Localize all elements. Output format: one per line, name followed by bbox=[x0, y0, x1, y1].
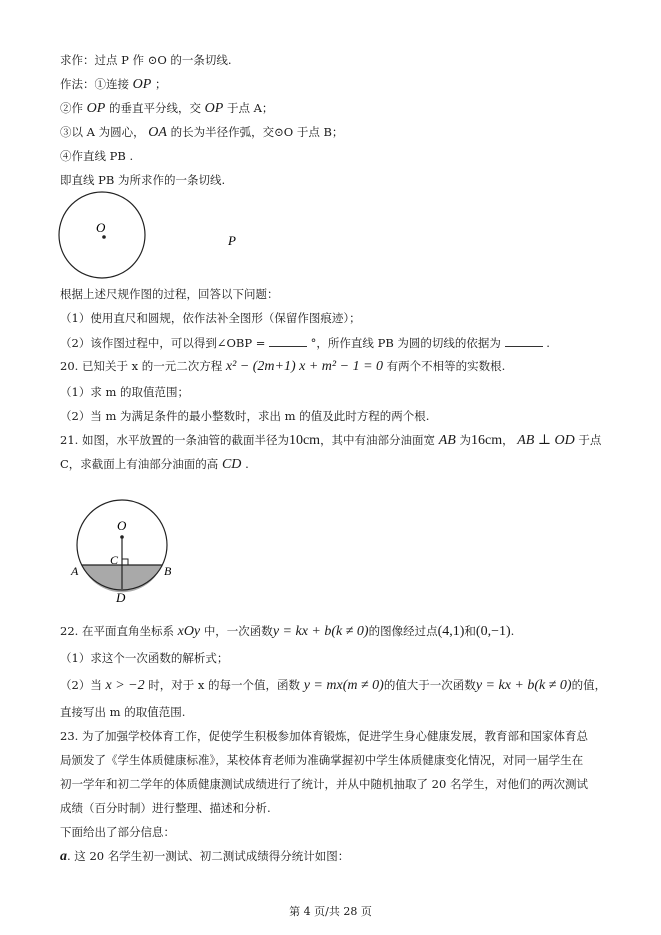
math-oa: OA bbox=[148, 125, 167, 140]
math-span: x > −2 bbox=[105, 678, 145, 693]
text-span: . bbox=[546, 336, 550, 350]
text-span: 21. 如图，水平放置的一条油管的截面半径为 bbox=[60, 433, 289, 447]
page-footer: 第 4 页/共 28 页 bbox=[289, 905, 372, 918]
text-line: 根据上述尺规作图的过程，回答以下问题： bbox=[60, 287, 279, 301]
text-span: 于点 bbox=[578, 433, 602, 447]
text-span: 20. 已知关于 x 的一元二次方程 bbox=[60, 359, 223, 373]
text-span: 22. 在平面直角坐标系 bbox=[60, 624, 174, 638]
label-o: O bbox=[117, 518, 127, 533]
text-span: . bbox=[510, 624, 515, 638]
math-span: y = mx(m ≠ 0) bbox=[303, 678, 384, 693]
math-span: AB ⊥ OD bbox=[517, 433, 575, 448]
text-span: 为 bbox=[459, 433, 471, 447]
text-span: 作法：①连接 bbox=[60, 77, 129, 91]
construction-figure bbox=[55, 190, 275, 285]
text-span: 的值大于一次函数 bbox=[383, 678, 476, 692]
text-line bbox=[60, 456, 249, 473]
text-line bbox=[60, 124, 343, 141]
text-line: （1）求这个一次函数的解析式； bbox=[60, 651, 229, 665]
text-line: 直接写出 m 的取值范围. bbox=[60, 705, 186, 719]
math-span: (4,1) bbox=[437, 624, 465, 639]
center-dot bbox=[120, 535, 124, 539]
math-span: y = kx + b(k ≠ 0) bbox=[272, 624, 369, 639]
math-span: y = kx + b(k ≠ 0) bbox=[475, 678, 572, 693]
text-line: 成绩（百分时制）进行整理、描述和分析. bbox=[60, 801, 271, 815]
text-line: 即直线 PB 为所求作的一条切线. bbox=[60, 173, 226, 187]
text-span: 的垂直平分线，交 bbox=[108, 101, 201, 115]
equation: x² − (2m+1) x + m² − 1 = 0 bbox=[225, 359, 384, 374]
text-span: （2）当 bbox=[60, 678, 102, 692]
text-line: ④作直线 PB . bbox=[60, 149, 134, 163]
text-span: 时，对于 x 的每一个值，函数 bbox=[148, 678, 301, 692]
text-line: 初一学年和初二学年的体质健康测试成绩进行了统计，并从中随机抽取了 20 名学生，对他们的两次测试 bbox=[60, 777, 588, 791]
text-line: （2）当 m 为满足条件的最小整数时，求出 m 的值及此时方程的两个根. bbox=[60, 409, 430, 423]
text-span: ； bbox=[154, 77, 167, 91]
question-22 bbox=[60, 623, 514, 640]
pipe-figure bbox=[60, 485, 200, 610]
text-span: ， bbox=[502, 433, 514, 447]
question-21 bbox=[60, 432, 601, 449]
text-line: 下面给出了部分信息： bbox=[60, 825, 175, 839]
center-dot bbox=[102, 235, 106, 239]
text-span: 的长为半径作弧，交⊙O 于点 B； bbox=[170, 125, 344, 139]
math-span: AB bbox=[438, 433, 456, 448]
point-p-label: P bbox=[228, 233, 236, 248]
label-c: C bbox=[110, 553, 119, 567]
math-span: 16cm bbox=[470, 433, 503, 448]
text-span: 于点 A； bbox=[226, 101, 274, 115]
text-span: ，其中有油部分油面宽 bbox=[320, 433, 436, 447]
text-line: 求作：过点 P 作 ⊙O 的一条切线. bbox=[60, 53, 232, 67]
text-line bbox=[60, 100, 273, 117]
label-d: D bbox=[116, 590, 126, 605]
math-span: xOy bbox=[177, 624, 201, 639]
text-span: 有两个不相等的实数根. bbox=[386, 359, 506, 373]
text-span: （2）该作图过程中，可以得到∠OBP = bbox=[60, 336, 266, 350]
text-span: 的图像经过点 bbox=[368, 624, 438, 638]
answer-blank bbox=[269, 334, 307, 347]
math-op: OP bbox=[132, 77, 152, 92]
text-span: °，所作直线 PB 为圆的切线的依据为 bbox=[310, 336, 501, 350]
text-line: （1）使用直尺和圆规，依作法补全图形（保留作图痕迹）； bbox=[60, 311, 361, 325]
label-a: A bbox=[71, 564, 79, 578]
text-line bbox=[60, 334, 550, 351]
text-span: ③以 A 为圆心， bbox=[60, 125, 145, 139]
text-span: 的值， bbox=[571, 678, 607, 692]
text-line bbox=[60, 677, 606, 694]
text-span: ②作 bbox=[60, 101, 83, 115]
math-span: CD bbox=[221, 457, 242, 472]
text-line: （1）求 m 的取值范围； bbox=[60, 385, 190, 399]
question-20 bbox=[60, 358, 505, 375]
label-b: B bbox=[164, 564, 172, 578]
text-line bbox=[60, 76, 166, 93]
text-span: 中，一次函数 bbox=[203, 624, 273, 638]
math-span: 10cm bbox=[288, 433, 321, 448]
text-span: . bbox=[245, 457, 249, 471]
text-span: . 这 20 名学生初一测试、初二测试成绩得分统计如图： bbox=[67, 849, 350, 863]
item-marker: a bbox=[60, 849, 67, 864]
center-label: O bbox=[96, 220, 106, 235]
text-span: 和 bbox=[464, 624, 476, 638]
text-span: C，求截面上有油部分油面的高 bbox=[60, 457, 219, 471]
math-op: OP bbox=[204, 101, 224, 116]
question-23: 23. 为了加强学校体育工作，促使学生积极参加体育锻炼，促进学生身心健康发展，教育部和国家体育总 bbox=[60, 729, 588, 743]
math-op: OP bbox=[86, 101, 106, 116]
text-line: 局颁发了《学生体质健康标准》，某校体育老师为准确掌握初中学生体质健康变化情况，对同一届学生在 bbox=[60, 753, 584, 767]
answer-blank bbox=[505, 334, 543, 347]
text-line bbox=[60, 848, 349, 865]
right-angle-mark bbox=[122, 559, 128, 565]
circle-o bbox=[59, 192, 145, 278]
math-span: (0,−1) bbox=[475, 624, 511, 639]
